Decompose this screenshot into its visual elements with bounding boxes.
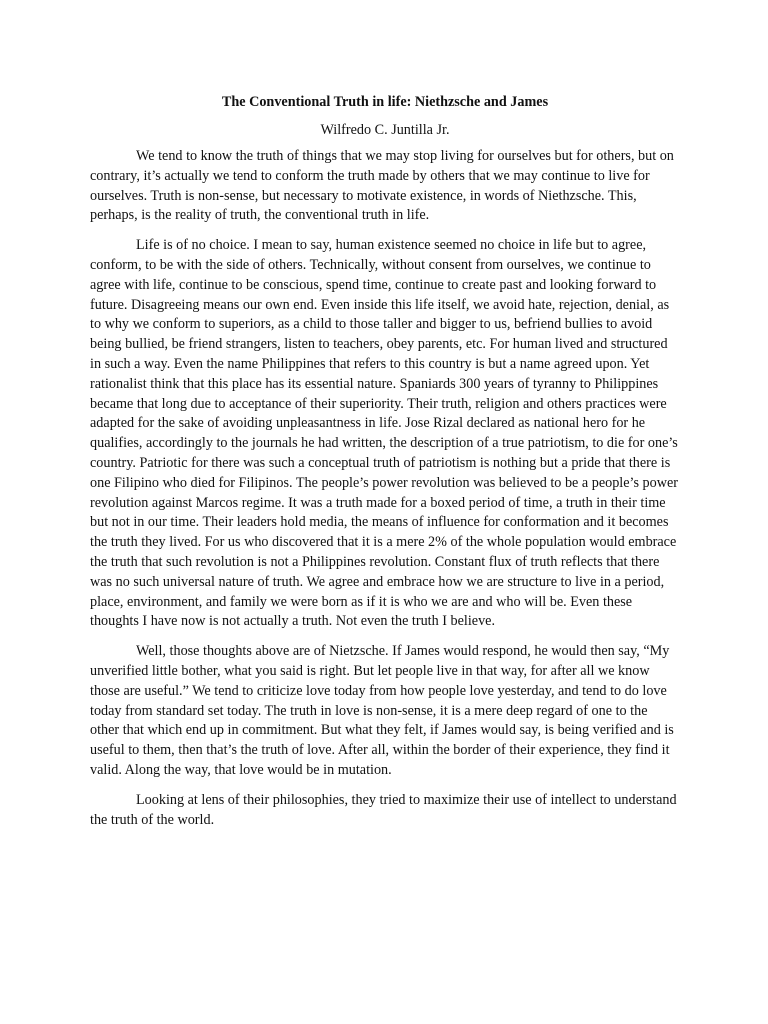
document-body (90, 92, 680, 840)
document-author: Wilfredo C. Juntilla Jr. (320, 122, 450, 138)
paragraph-1: We tend to know the truth of things that we may stop living for ourselves but for others, but on contrary, it’s actually we tend to conform the truth made by others that we may continue to live for ourselves. Truth is non-sense, but necessary to motivate existence, in words of Niethzsche. This, perhaps, is the reality of truth, the conventional truth in life. (90, 148, 674, 224)
paragraph-4: Looking at lens of their philosophies, they tried to maximize their use of intellect to understand the truth of the world. (90, 791, 677, 828)
document-title: The Conventional Truth in life: Niethzsche and James (221, 94, 549, 110)
paragraph-3: Well, those thoughts above are of Nietzsche. If James would respond, he would then say, “My unverified little bother, what you said is right. But let people live in that way, for after all we know those are useful.” We tend to criticize love today from how people love yesterday, and tend to do love today from standard set today. The truth in love is non-sense, it is a mere deep regard of one to the other that which end up in commitment. But what they felt, if James would say, is being verified and is useful to them, then that’s the truth of love. After all, within the border of their experience, they find it valid. Along the way, that love would be in mutation. (90, 643, 674, 778)
paragraph-2: Life is of no choice. I mean to say, human existence seemed no choice in life but to agree, conform, to be with the side of others. Technically, without consent from ourselves, we continue to agree with life, continue to be conscious, spend time, continue to create past and looking forward to future. Disagreeing means our own end. Even inside this life itself, we avoid hate, rejection, denial, as to why we conform to superiors, as a child to those taller and bigger to us, befriend bullies to avoid being bullied, be friend strangers, listen to teachers, obey parents, etc. For human lived and structured in such a way. Even the name Philippines that refers to this country is but a name agreed upon. Yet rationalist think that this place has its essential nature. Spaniards 300 years of tyranny to Philippines became that long due to acceptance of their superiority. Their truth, religion and others practices were adapted for the sake of avoiding unpleasantness in life. Jose Rizal declared as national hero for he qualifies, accordingly to the journals he had written, the description of a true patriotism, to die for one’s country. Patriotic for there was such a conceptual truth of patriotism is nothing but a pride that there is one Filipino who died for Filipinos. The people’s power revolution was believed to be a people’s power revolution against Marcos regime. It was a truth made for a boxed period of time, a truth in their time but not in our time. Their leaders hold media, the means of influence for conformation and it becomes the truth they lived. For us who discovered that it is a mere 2% of the whole population would embrace the truth that such revolution is not a Philippines revolution. Constant flux of truth reflects that there was no such universal nature of truth. We agree and embrace how we are structure to live in a period, place, environment, and family we were born as if it is who we are and who will be. Even these thoughts I have now is not actually a truth. Not even the truth I believe. (90, 237, 679, 630)
